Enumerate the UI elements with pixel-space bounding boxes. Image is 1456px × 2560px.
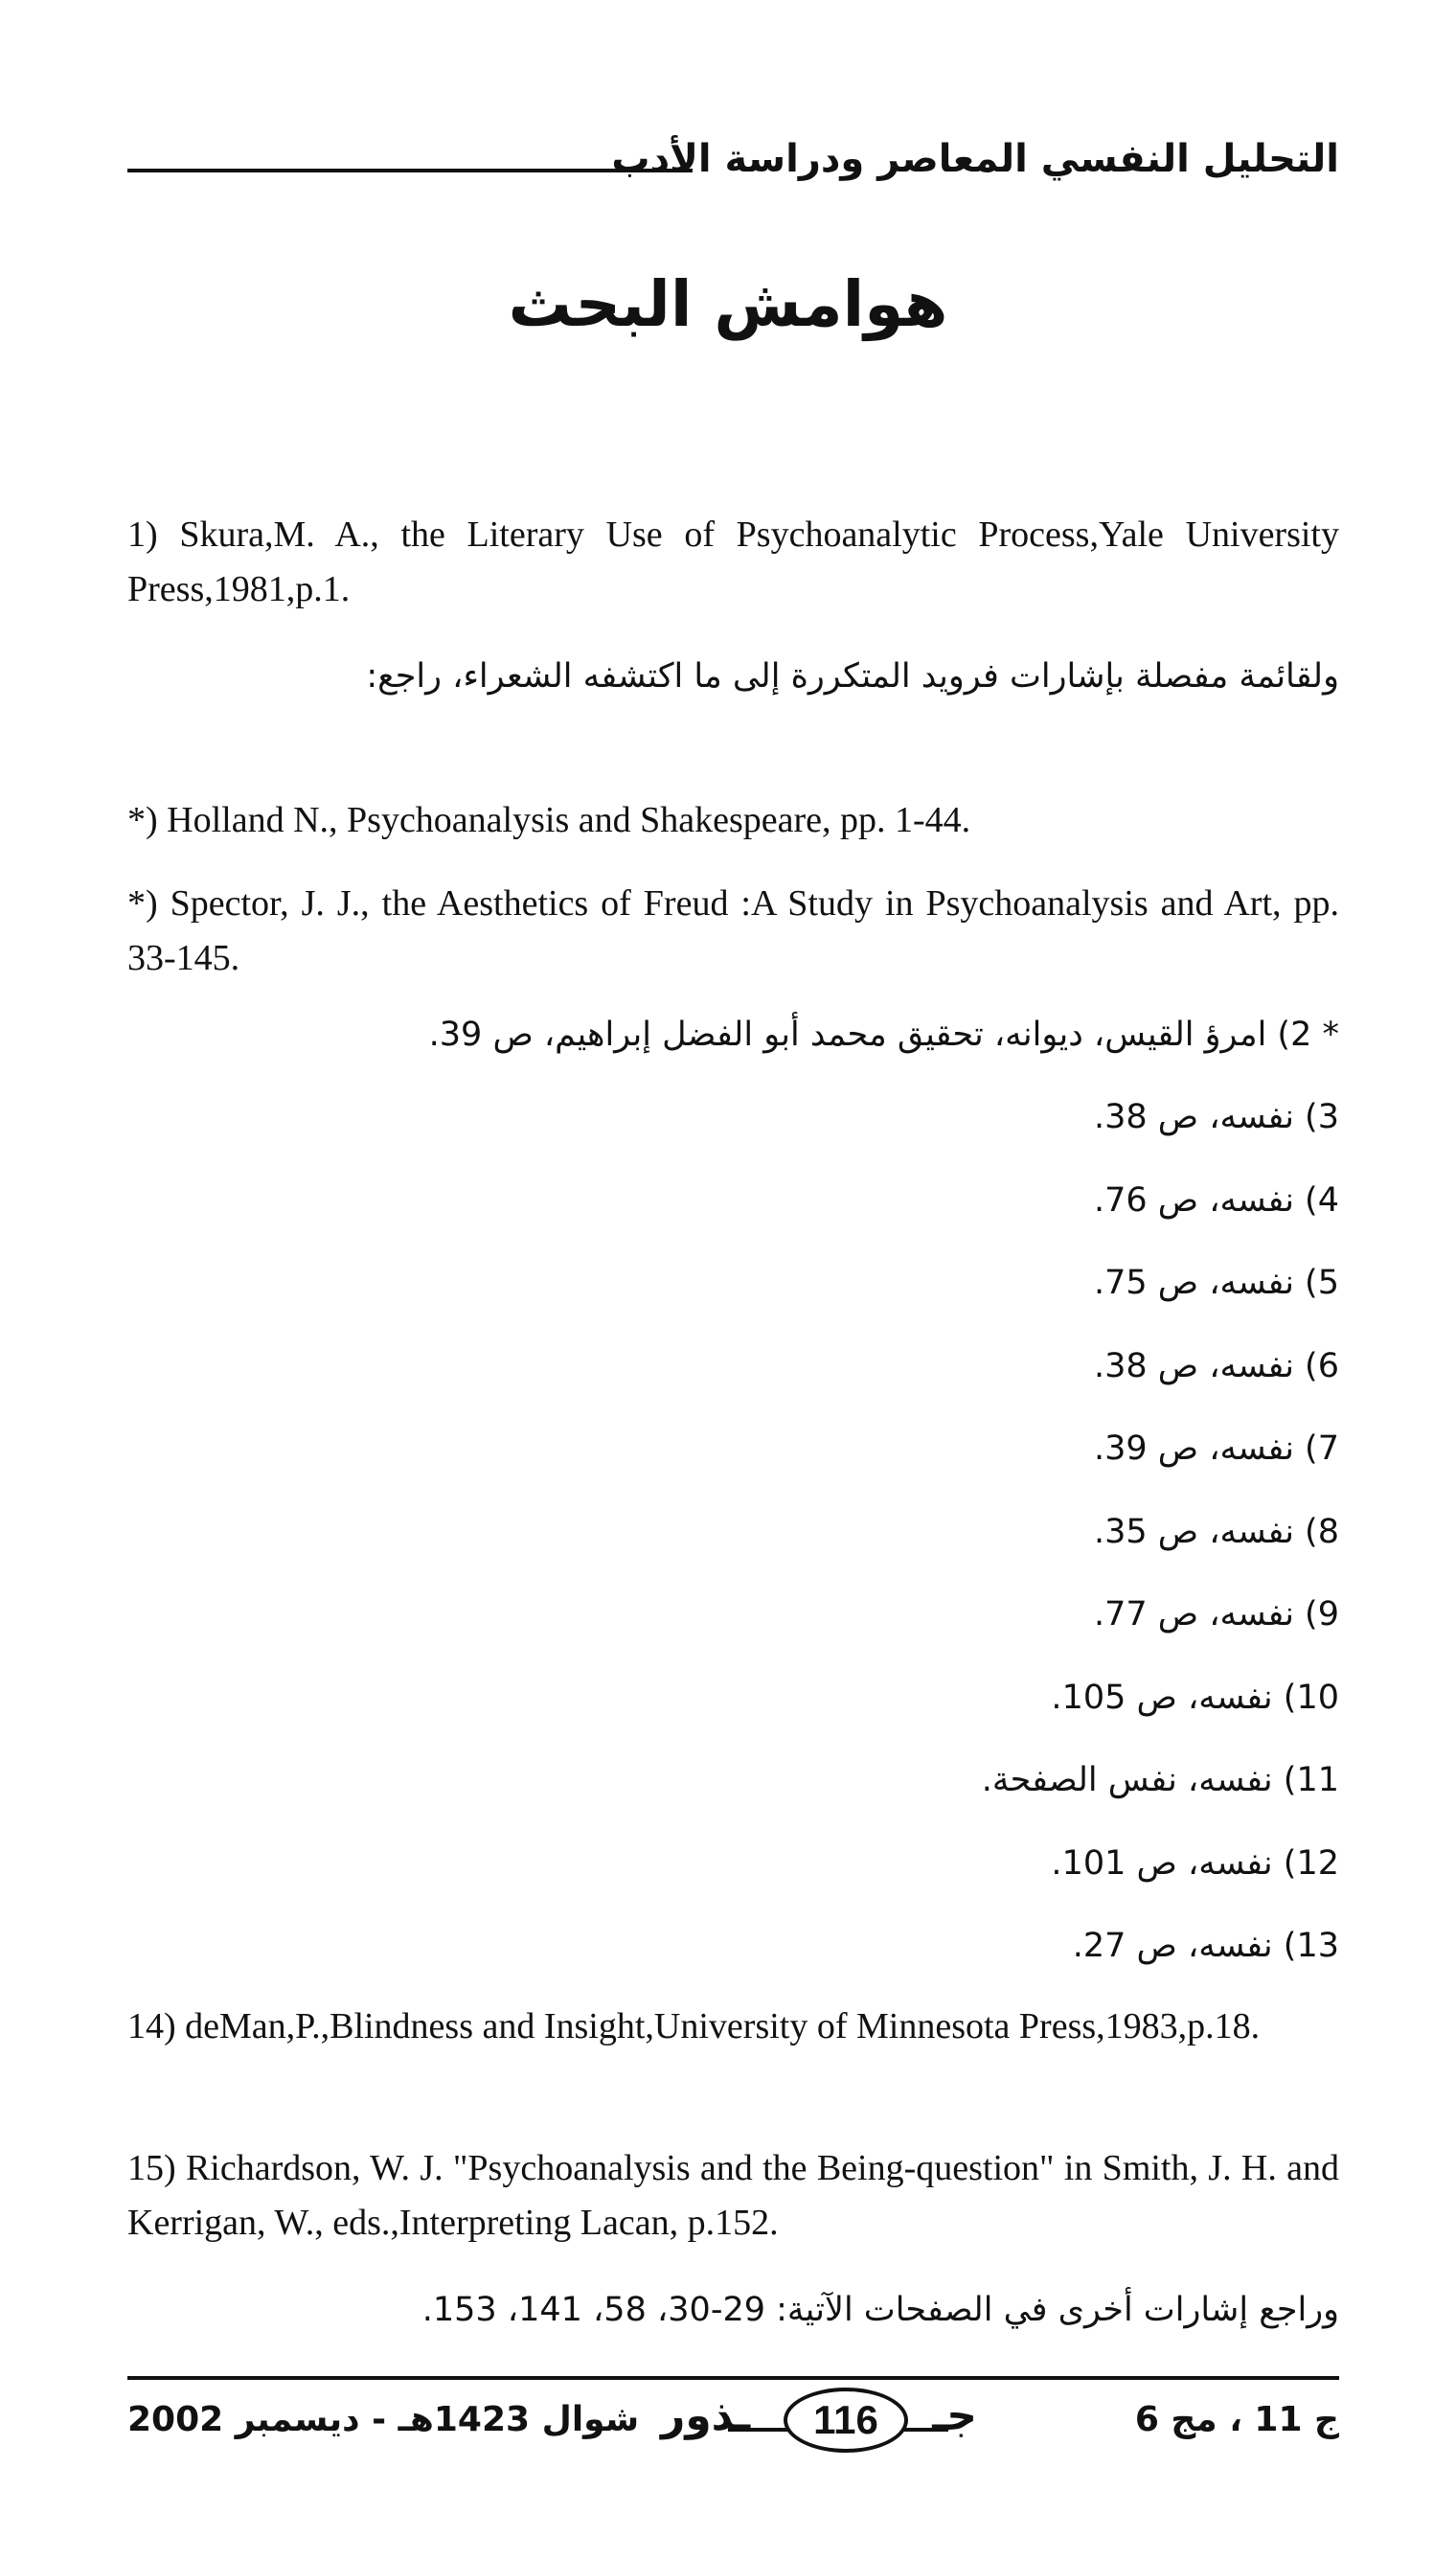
note-2: * 2) امرؤ القيس، ديوانه، تحقيق محمد أبو الفضل إبراهيم، ص 39. <box>428 1016 1339 1054</box>
footer-date: شوال 1423هـ - ديسمبر 2002 <box>127 2400 640 2439</box>
note-7: 7) نفسه، ص 39. <box>1093 1429 1339 1468</box>
note-8: 8) نفسه، ص 35. <box>1093 1513 1339 1551</box>
footer-volume: ج 11 ، مج 6 <box>1134 2400 1339 2439</box>
note-3: 3) نفسه، ص 38. <box>1093 1098 1339 1136</box>
page-number: 116 <box>813 2397 878 2442</box>
note-star-spector: *) Spector, J. J., the Aesthetics of Freud :A Study in Psychoanalysis and Art, pp. 33-145. <box>127 883 1339 978</box>
note-13: 13) نفسه، ص 27. <box>1072 1927 1339 1965</box>
footer-rule <box>127 2376 1339 2380</box>
header-rule <box>127 169 693 172</box>
running-header-title: التحليل النفسي المعاصر ودراسة الأدب <box>611 137 1339 181</box>
note-5: 5) نفسه، ص 75. <box>1093 1264 1339 1302</box>
note-9: 9) نفسه، ص 77. <box>1093 1595 1339 1634</box>
note-6: 6) نفسه، ص 38. <box>1093 1347 1339 1385</box>
note-15-supplement: وراجع إشارات أخرى في الصفحات الآتية: 29-30، 58، 141، 153. <box>421 2291 1339 2329</box>
journal-name-end: ـذور <box>661 2391 751 2440</box>
note-1: 1) Skura,M. A., the Literary Use of Psychoanalytic Process,Yale University Press,1981,p.1. <box>127 514 1339 609</box>
note-14: 14) deMan,P.,Blindness and Insight,University of Minnesota Press,1983,p.18. <box>127 2006 1261 2046</box>
note-12: 12) نفسه، ص 101. <box>1051 1844 1339 1883</box>
page-number-oval <box>784 2388 908 2453</box>
journal-name-start: جـ <box>932 2391 977 2440</box>
note-4: 4) نفسه، ص 76. <box>1093 1181 1339 1220</box>
note-10: 10) نفسه، ص 105. <box>1051 1679 1339 1717</box>
journal-logo <box>661 2384 1006 2460</box>
note-15: 15) Richardson, W. J. "Psychoanalysis and the Being-question" in Smith, J. H. and Kerrigan, W., eds.,Interpreting Lacan, p.152. <box>127 2148 1339 2243</box>
note-1-supplement: ولقائمة مفصلة بإشارات فرويد المتكررة إلى ما اكتشفه الشعراء، راجع: <box>366 657 1339 696</box>
section-title: هوامش البحث <box>508 267 948 341</box>
note-star-holland: *) Holland N., Psychoanalysis and Shakespeare, pp. 1-44. <box>127 800 971 840</box>
note-11: 11) نفسه، نفس الصفحة. <box>981 1761 1339 1799</box>
